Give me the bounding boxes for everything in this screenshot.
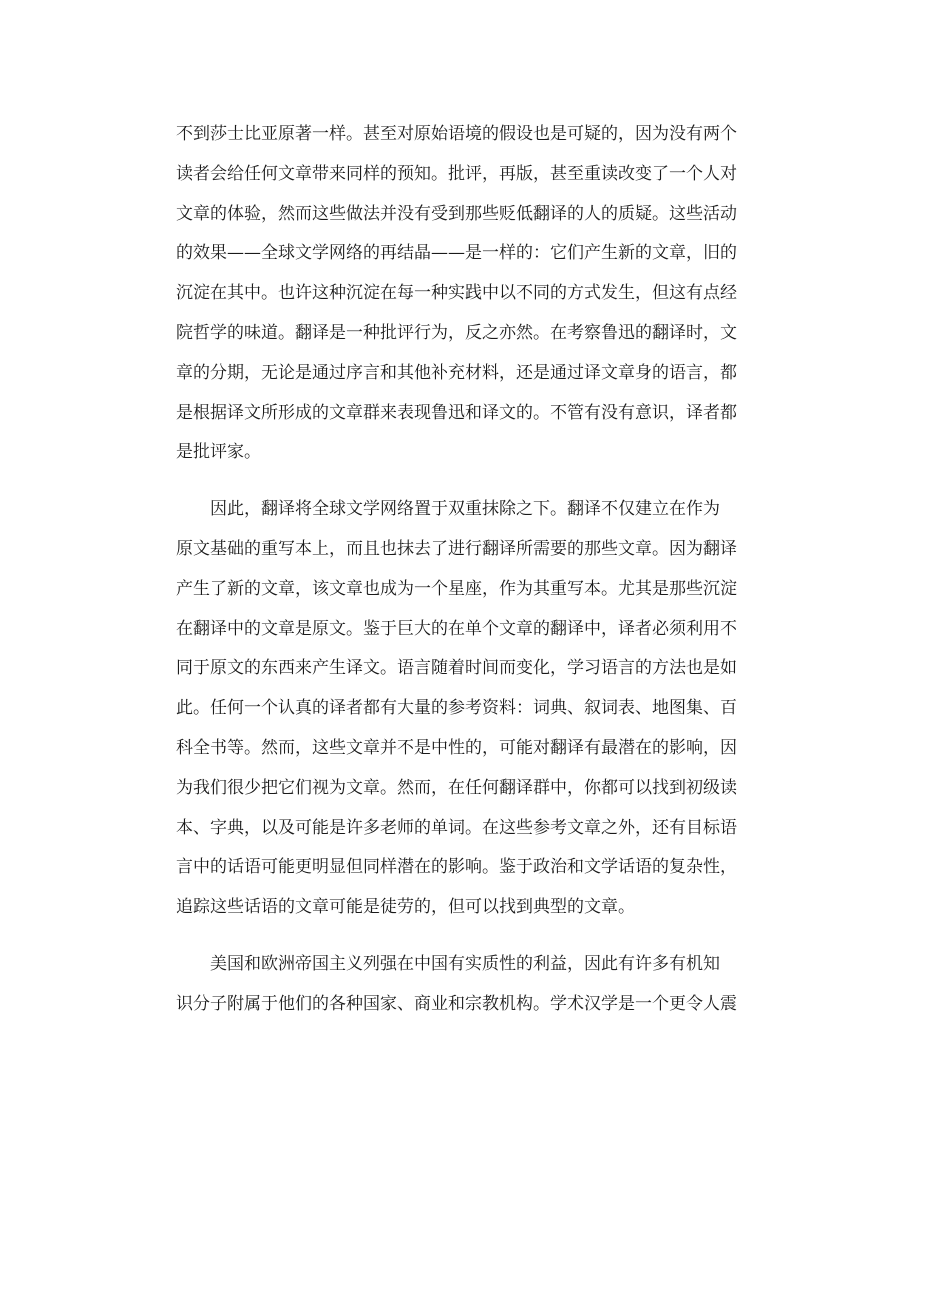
text-line: 因此，翻译将全球文学网络置于双重抹除之下。翻译不仅建立在作为 [210, 499, 720, 520]
document-page [176, 115, 788, 1025]
text-line: 本、字典，以及可能是许多老师的单词。在这些参考文章之外，还有目标语 [176, 817, 737, 838]
text-line: 沉淀在其中。也许这种沉淀在每一种实践中以不同的方式发生，但这有点经 [176, 283, 737, 304]
paragraph-1 [176, 115, 788, 473]
text-line: 同于原文的东西来产生译文。语言随着时间而变化，学习语言的方法也是如 [176, 658, 737, 679]
text-line: 言中的话语可能更明显但同样潜在的影响。鉴于政治和文学话语的复杂性， [176, 857, 737, 878]
text-line: 读者会给任何文章带来同样的预知。批评，再版，甚至重读改变了一个人对 [176, 163, 737, 184]
text-line: 识分子附属于他们的各种国家、商业和宗教机构。学术汉学是一个更令人震 [176, 993, 737, 1014]
text-line: 美国和欧洲帝国主义列强在中国有实质性的利益，因此有许多有机知 [210, 953, 720, 974]
text-line: 的效果——全球文学网络的再结晶——是一样的：它们产生新的文章，旧的 [176, 243, 737, 264]
text-line: 此。任何一个认真的译者都有大量的参考资料：词典、叙词表、地图集、百 [176, 698, 737, 719]
text-line: 原文基础的重写本上，而且也抹去了进行翻译所需要的那些文章。因为翻译 [176, 538, 737, 559]
text-line: 章的分期，无论是通过序言和其他补充材料，还是通过译文章身的语言，都 [176, 362, 737, 383]
paragraph-3 [176, 945, 788, 1025]
text-line: 是根据译文所形成的文章群来表现鲁迅和译文的。不管有没有意识，译者都 [176, 402, 737, 423]
text-line: 文章的体验，然而这些做法并没有受到那些贬低翻译的人的质疑。这些活动 [176, 203, 737, 224]
text-line: 不到莎士比亚原著一样。甚至对原始语境的假设也是可疑的，因为没有两个 [176, 124, 737, 144]
text-line: 追踪这些话语的文章可能是徒劳的，但可以找到典型的文章。 [176, 897, 635, 918]
text-line: 在翻译中的文章是原文。鉴于巨大的在单个文章的翻译中，译者必须利用不 [176, 618, 737, 639]
text-line: 是批评家。 [176, 442, 261, 463]
paragraph-2 [176, 490, 788, 928]
text-line: 院哲学的味道。翻译是一种批评行为，反之亦然。在考察鲁迅的翻译时，文 [176, 322, 737, 343]
text-line: 科全书等。然而，这些文章并不是中性的，可能对翻译有最潜在的影响，因 [176, 737, 737, 758]
text-line: 为我们很少把它们视为文章。然而，在任何翻译群中，你都可以找到初级读 [176, 777, 737, 798]
text-line: 产生了新的文章，该文章也成为一个星座，作为其重写本。尤其是那些沉淀 [176, 578, 737, 599]
